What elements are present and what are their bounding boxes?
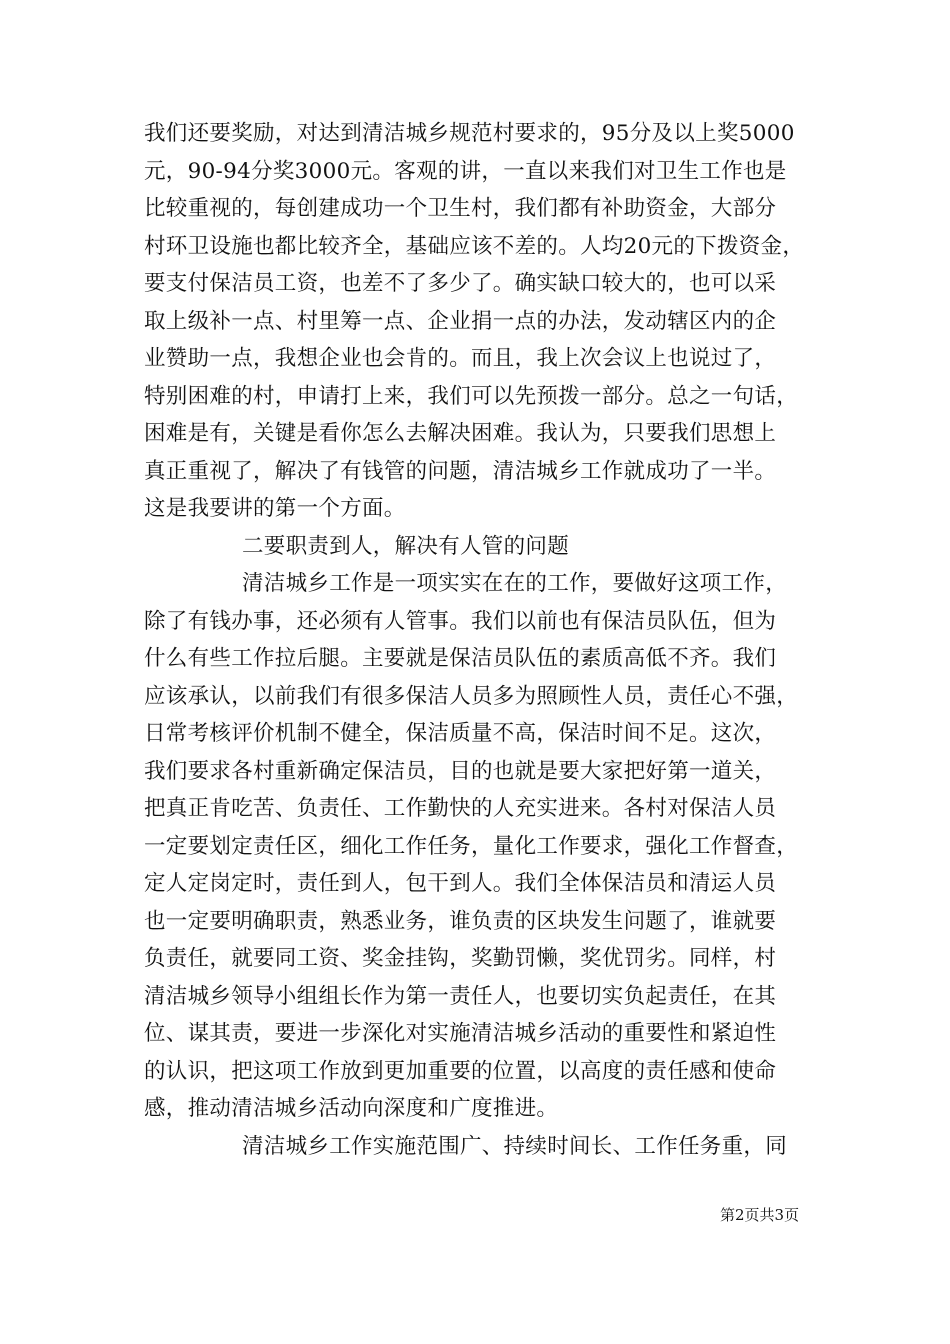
text-line: 把真正肯吃苦、负责任、工作勤快的人充实进来。各村对保洁人员 [144,796,777,821]
text-line: 感，推动清洁城乡活动向深度和广度推进。 [144,1096,559,1121]
section-heading: 二要职责到人，解决有人管的问题 [242,533,570,559]
text-line: 特别困难的村，申请打上来，我们可以先预拨一部分。总之一句话， [144,383,799,409]
text-line: 负责任，就要同工资、奖金挂钩，奖勤罚懒，奖优罚劣。同样，村 [144,946,777,971]
text-line: 我们要求各村重新确定保洁员，目的也就是要大家把好第一道关， [144,758,777,784]
text-line: 日常考核评价机制不健全，保洁质量不高，保洁时间不足。这次， [144,721,777,746]
text-line: 位、谋其责，要进一步深化对实施清洁城乡活动的重要性和紧迫性 [144,1021,777,1046]
text-line: 的认识，把这项工作放到更加重要的位置，以高度的责任感和使命 [144,1058,777,1084]
text-line: 除了有钱办事，还必须有人管事。我们以前也有保洁员队伍，但为 [144,608,777,634]
text-line: 我们还要奖励，对达到清洁城乡规范村要求的，95分及以上奖5000 [144,121,795,146]
text-line: 困难是有，关键是看你怎么去解决困难。我认为，只要我们思想上 [144,421,777,446]
text-line: 要支付保洁员工资，也差不了多少了。确实缺口较大的，也可以采 [144,271,777,296]
text-line: 定人定岗定时，责任到人，包干到人。我们全体保洁员和清运人员 [144,871,777,896]
text-line: 清洁城乡工作实施范围广、持续时间长、工作任务重，同 [242,1133,788,1159]
text-line: 什么有些工作拉后腿。主要就是保洁员队伍的素质高低不齐。我们 [144,646,777,671]
text-line: 清洁城乡工作是一项实实在在的工作，要做好这项工作， [242,571,788,596]
text-line: 一定要划定责任区，细化工作任务，量化工作要求，强化工作督查， [144,833,799,859]
text-line: 真正重视了，解决了有钱管的问题，清洁城乡工作就成功了一半。 [144,458,777,484]
text-line: 应该承认，以前我们有很多保洁人员多为照顾性人员，责任心不强， [144,683,799,709]
text-line: 比较重视的，每创建成功一个卫生村，我们都有补助资金，大部分 [144,196,777,221]
text-line: 也一定要明确职责，熟悉业务，谁负责的区块发生问题了，谁就要 [144,908,777,934]
text-line: 取上级补一点、村里筹一点、企业捐一点的办法，发动辖区内的企 [144,308,777,334]
text-line: 村环卫设施也都比较齐全，基础应该不差的。人均20元的下拨资金， [144,233,805,259]
text-line: 这是我要讲的第一个方面。 [144,496,406,521]
page-number: 第2页共3页 [720,1206,800,1224]
text-line: 清洁城乡领导小组组长作为第一责任人，也要切实负起责任，在其 [144,983,777,1009]
text-line: 元，90-94分奖3000元。客观的讲，一直以来我们对卫生工作也是 [144,158,787,184]
text-line: 业赞助一点，我想企业也会肯的。而且，我上次会议上也说过了， [144,346,777,371]
